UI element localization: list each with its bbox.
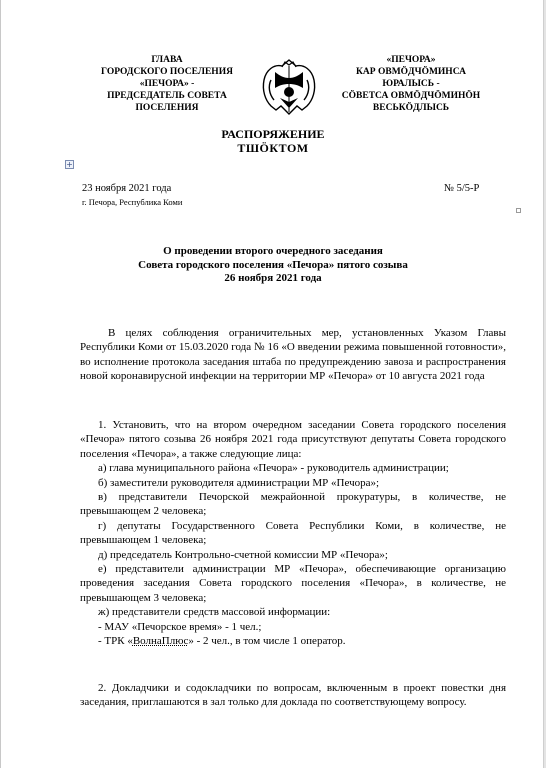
subitem-a: а) глава муниципального района «Печора» - руководитель администрации; [98,462,449,475]
header-right-block [336,54,486,114]
header-left-line: ПОСЕЛЕНИЯ [135,103,199,113]
subitem-e: д) председатель Контрольно-счетной комиссии МР «Печора»; [98,548,388,561]
document-title-block [0,127,546,155]
item-2-text: 2. Докладчики и содокладчики по вопросам, включенным в проект повестки дня заседания, приглашаются в зал только для доклада по соответствующему вопросу. [80,682,506,709]
subitem-f: е) представители администрации МР «Печора», обеспечивающие организацию проведения заседания Совета городского поселения «Печора», в количестве, не превышающем 3 человека; [80,563,506,604]
media-item-trk [80,634,506,648]
document-date: 23 ноября 2021 года [82,183,172,194]
trk-prefix: - ТРК « [98,635,133,648]
header-left-block [92,54,242,114]
document-place: г. Печора, Республика Коми [82,197,183,207]
table-end-marker [516,208,521,213]
trk-name: ВолнаПлюс [132,635,189,648]
header-left-line: ПРЕДСЕДАТЕЛЬ СОВЕТА [107,91,227,101]
subitem-g: ж) представители средств массовой информации: [98,606,331,619]
document-number: № 5/5-Р [444,183,480,194]
item-2-block [80,681,506,710]
trk-suffix: » - 2 чел., в том числе 1 оператор. [188,635,346,648]
intro-paragraph-block [80,326,506,384]
header-left-line: ГОРОДСКОГО ПОСЕЛЕНИЯ [101,67,233,77]
header-right-line: КАР ОВМÖДЧÖМИНСА [356,67,466,77]
header-right-line: ВЕСЬКÖДЛЫСЬ [372,103,450,113]
document-subtitle: ТШÖКТОМ [237,141,309,155]
header-right-line: «ПЕЧОРА» [386,55,436,65]
komi-coat-of-arms-icon [258,58,320,118]
document-heading [0,245,546,286]
header-left-line: «ПЕЧОРА» - [139,79,195,89]
heading-line: Совета городского поселения «Печора» пятого созыва [138,258,408,271]
heading-line: О проведении второго очередного заседания [163,245,383,257]
header-right-line: СÖВЕТСА ОВМÖДЧÖМИНÖН [341,91,481,101]
header-right-line: ЮРАЛЫСЬ - [382,79,440,89]
document-title: РАСПОРЯЖЕНИЕ [221,127,325,141]
intro-paragraph: В целях соблюдения ограничительных мер, установленных Указом Главы Республики Коми от 15.03.2020 года № 16 «О введении режима повышенной готовности», во исполнение протокола заседания штаба по предупреждению завоза и распространения новой коронавирусной инфекции на территории МР «Печора» от 10 августа 2021 года [80,327,506,383]
heading-line: 26 ноября 2021 года [224,272,322,284]
subitem-b: б) заместители руководителя администрации МР «Печора»; [98,476,380,489]
subitem-c: в) представители Печорской межрайонной прокуратуры, в количестве, не превышающем 2 человека; [80,491,506,518]
table-move-icon[interactable]: + [66,160,73,169]
media-item-mau: - МАУ «Печорское время» - 1 чел.; [98,620,262,633]
item-1-text: 1. Установить, что на втором очередном заседании Совета городского поселения «Печора» пятого созыва 26 ноября 2021 года присутствуют депутаты Совета городского поселения «Печора», а также следующие лица: [80,419,506,460]
subitem-d: г) депутаты Государственного Совета Республики Коми, в количестве, не превышающем 1 человека; [80,519,506,547]
header-left-line: ГЛАВА [151,55,183,65]
item-1-block [80,418,506,649]
